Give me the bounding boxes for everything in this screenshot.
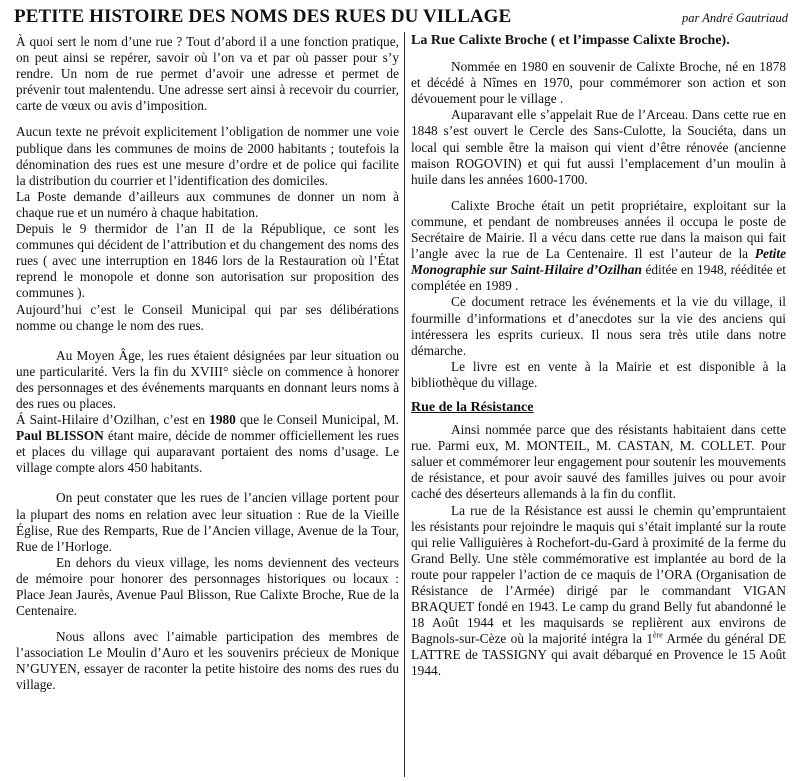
right-column — [411, 34, 786, 680]
superscript: ère — [653, 630, 663, 640]
text-run: éditée en 1948, rééditée et complétée en 1989 . — [411, 262, 786, 294]
paragraph: Nous allons avec l’aimable participation des membres de l’association Le Moulin d’Auro et les souvenirs précieux de Monique N’GUYEN, essayer de raconter la petite histoire des noms des rues du village. — [16, 629, 399, 693]
header — [14, 6, 794, 30]
paragraph: Le livre est en vente à la Mairie et est disponible à la bibliothèque du village. — [411, 358, 786, 390]
text-run: La rue de la Résistance est aussi le chemin qu’empruntaient les résistants pour rejoindre le maquis qui s’était implanté sur la route qui relie Valliguières à Rochefort-du-Gard à proximité de la ferme du Grand Belly. Une stèle commémorative est implantée au bord de la route pour rappeler l’action de ce maquis de l’ORA (Organisation de Résistance de l’Armée) dirigé par le commandant VIGAN BRAQUET fondé en 1943. Le camp du grand Belly fut abandonné le 18 Août 1944 et les maquisards se replièrent aux environs de Bagnols-sur-Cèze où la majorité intégra la 1 — [411, 502, 786, 647]
text-run: que le Conseil Municipal, M. — [235, 412, 400, 428]
paragraph — [411, 198, 786, 295]
text-run: Á Saint-Hilaire d’Ozilhan, c’est en — [16, 412, 210, 428]
text-run: Calixte Broche était un petit propriétaire, exploitant sur la commune, et pendant de nombreuses années il occupa le poste de Secrétaire de Mairie. Il a vécu dans cette rue dans la maison qui fait l’angle avec la rue de La Centenaire. Il est l’auteur de la — [411, 197, 786, 262]
page-title: PETITE HISTOIRE DES NOMS DES RUES DU VILLAGE — [14, 6, 512, 27]
paragraph: Aujourd’hui c’est le Conseil Municipal qui par ses délibérations nomme ou change le nom des rues. — [16, 301, 399, 333]
section-heading-resistance: Rue de la Résistance — [411, 399, 534, 415]
paragraph: Depuis le 9 thermidor de l’an II de la République, ce sont les communes qui décident de l’attribution et du changement des noms des rues ( avec une interruption en 1846 lors de la Restauration où l’État reprend le monopole et donne son autorisation sur proposition des communes ). — [16, 221, 399, 301]
year-highlight: 1980 — [209, 412, 236, 428]
paragraph: Ce document retrace les événements et la vie du village, il fourmille d’informations et d’anecdotes sur la vie des anciens qui intéressera les esprits curieux. Il nous sera très utile dans notre démarche. — [411, 294, 786, 358]
paragraph: Au Moyen Âge, les rues étaient désignées par leur situation ou une particularité. Vers la fin du XVIII° siècle on commence à honorer des personnages et des événements marquants en donnant leurs noms à des rues ou places. — [16, 347, 399, 411]
paragraph: Aucun texte ne prévoit explicitement l’obligation de nommer une voie publique dans les communes de moins de 2000 habitants ; toutefois la dénomination des rues est une mesure d’ordre et de police qui facilite la distribution du courrier et l’identification des domiciles. — [16, 124, 399, 188]
text-run: étant maire, décide de nommer officiellement les rues et places du village qui auparavant portaient des noms d’usage. Le village compte alors 450 habitants. — [16, 428, 399, 476]
paragraph: On peut constater que les rues de l’ancien village portent pour la plupart des noms en relation avec leur situation : Rue de la Vieille Église, Rue des Remparts, Rue de l’Ancien village, Avenue de la Tour, Rue de l’Horloge. — [16, 490, 399, 554]
left-column — [16, 34, 399, 694]
author-byline: par André Gautriaud — [681, 11, 788, 25]
paragraph: À quoi sert le nom d’une rue ? Tout d’abord il a une fonction pratique, on peut ainsi se repérer, savoir où l’on va et par où passer pour s’y rendre. Un nom de rue permet d’avoir une adresse et permet de prévenir tout malentendu. Une adresse sert ainsi à recevoir du courrier, carte de vœux ou avis d’imposition. — [16, 34, 399, 114]
paragraph: En dehors du vieux village, les noms deviennent des vecteurs de mémoire pour honorer des personnages historiques ou locaux : Place Jean Jaurès, Avenue Paul Blisson, Rue Calixte Broche, Rue de la Centenaire. — [16, 554, 399, 619]
paragraph: Ainsi nommée parce que des résistants habitaient dans cette rue. Parmi eux, M. MONTEIL, M. CASTAN, M. COLLET. Pour saluer et commémorer leur engagement pour soutenir les mouvements de résistance, et pour avoir sauvé des familles juives ou pour avoir caché des déserteurs allemands à la fin du conflit. — [411, 422, 786, 502]
section-heading-calixte-broche: La Rue Calixte Broche ( et l’impasse Calixte Broche). — [411, 33, 730, 48]
paragraph — [16, 412, 399, 476]
paragraph: Nommée en 1980 en souvenir de Calixte Broche, né en 1878 et décédé à Nîmes en 1970, pour commémorer son action et son dévouement pour le village . — [411, 59, 786, 107]
book-title: Petite Monographie sur Saint-Hilaire d’Ozilhan — [411, 246, 786, 278]
paragraph: Auparavant elle s’appelait Rue de l’Arceau. Dans cette rue en 1848 s’est ouvert le Cercle des Sans-Culotte, la Souciéta, dans un local qui semble être la maison qui vient d’être rénovée (ancienne maison ROGOVIN) et qui fut aussi l’emplacement d’un moulin à huile dans les années 1600-1700. — [411, 107, 786, 187]
mayor-name: Paul BLISSON — [16, 428, 104, 444]
paragraph: La Poste demande d’ailleurs aux communes de donner un nom à chaque rue et un numéro à chaque habitation. — [16, 188, 399, 220]
text-run: Armée du général DE LATTRE de TASSIGNY qui avait débarqué en Provence le 15 Août 1944. — [411, 631, 786, 679]
paragraph — [411, 503, 786, 680]
column-divider — [404, 32, 405, 777]
